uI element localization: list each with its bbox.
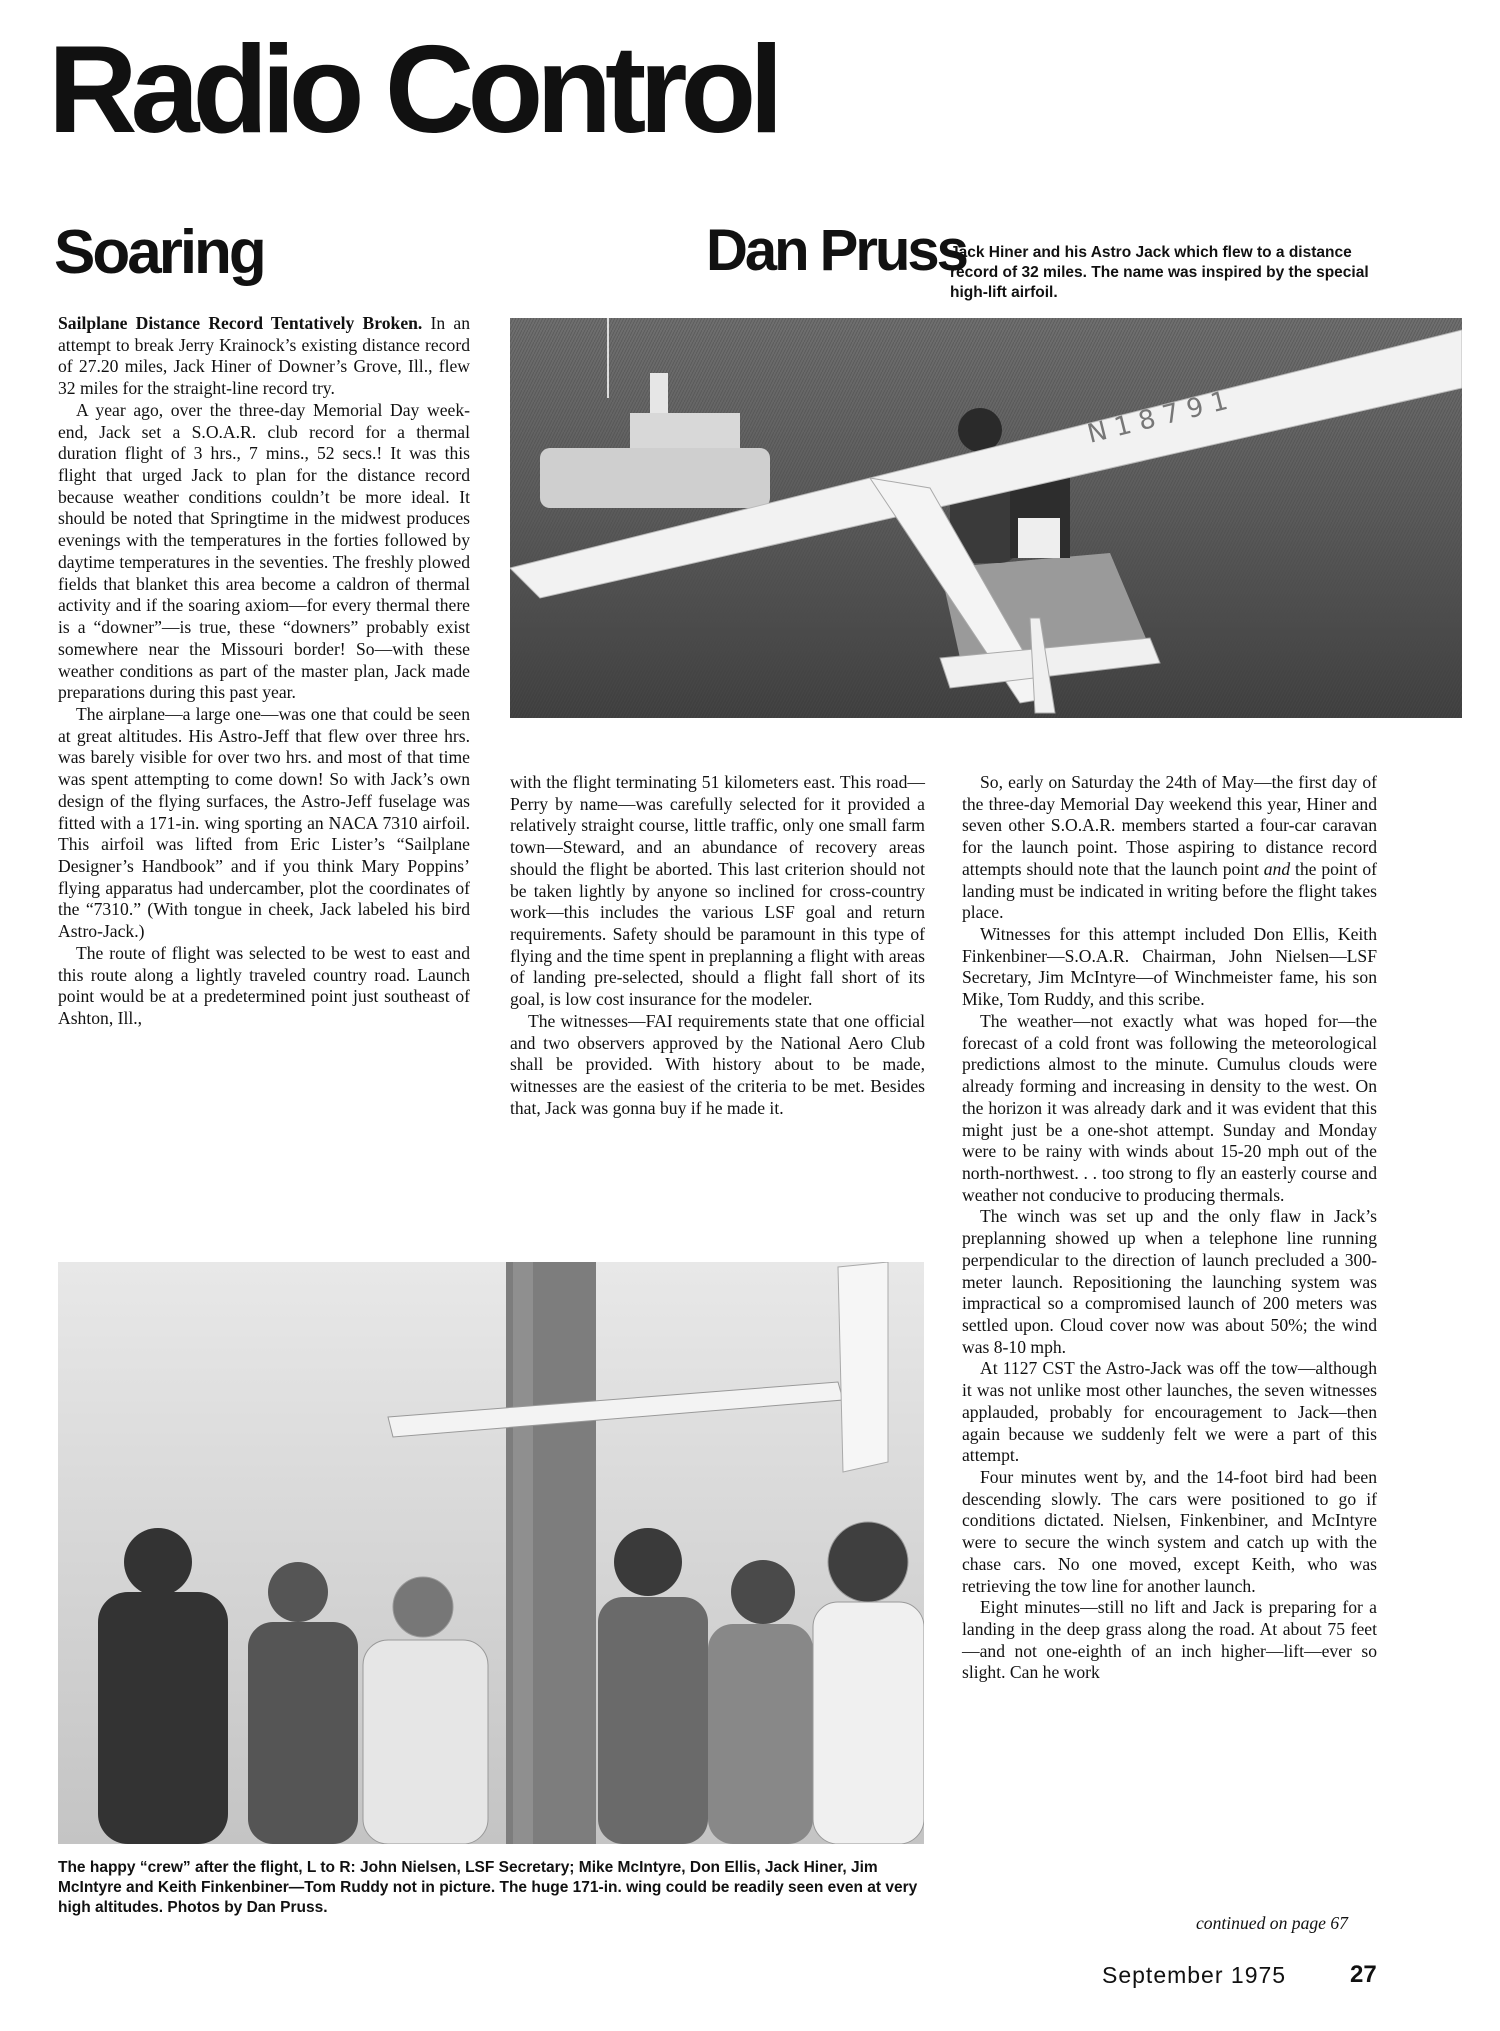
paragraph: The weather—not exactly what was hoped for—the forecast of a cold front was following the meteorological predictions almost to the minute. Cumulus clouds were already forming and increasing in density to the west. On the horizon it was already dark and it was evident that this might just be a one-shot attempt. Sunday and Monday were to be rainy with winds about 15-20 mph out of the north-northwest. . . too strong to fly an easterly course and weather not conducive to producing thermals.: [962, 1010, 1377, 1205]
paragraph: The winch was set up and the only flaw in Jack’s preplanning showed up when a telephone line running perpendicular to the direction of launch precluded a 300-meter launch. Repositioning the launching system was impractical so a compromised launch of 200 meters was settled upon. Cloud cover now was about 50%; the wind was 8-10 mph.: [962, 1206, 1377, 1357]
article-column-1: [58, 313, 470, 1030]
issue-date: September 1975: [1102, 1962, 1287, 1988]
section-title: Radio Control: [48, 21, 777, 159]
continued-note: continued on page 67: [1196, 1913, 1348, 1933]
paragraph-text: the point of landing must be indicated in writing before the flight takes place.: [962, 858, 1377, 923]
wing-registration: N 1 8 7 9 1: [1084, 385, 1231, 450]
glider-photo-illustration: [510, 318, 1462, 718]
crew-photo: [58, 1262, 924, 1844]
paragraph: The witnesses—FAI requirements state that one official and two observers approved by the National Aero Club shall be provided. With history about to be made, witnesses are the easiest of the criteria to be met. Besides that, Jack was gonna buy if he made it.: [510, 1010, 925, 1118]
page-number: 27: [1350, 1961, 1377, 1988]
paragraph: [962, 772, 1377, 924]
column-title: Soaring: [54, 218, 264, 287]
crew-photo-illustration: [58, 1262, 924, 1844]
photo1-caption: Jack Hiner and his Astro Jack which flew to a distance record of 32 miles. The name was inspired by the special high-lift airfoil.: [950, 244, 1369, 301]
paragraph: Witnesses for this attempt included Don Ellis, Keith Finkenbiner—S.O.A.R. Chairman, John Nielsen—LSF Secretary, Jim McIntyre—of Winchmeister fame, his son Mike, Tom Ruddy, and this scribe.: [962, 924, 1377, 1010]
paragraph: Four minutes went by, and the 14-foot bird had been descending slowly. The cars were positioned to go if conditions dictated. Nielsen, Finkenbiner, and McIntyre were to secure the winch system and catch up with the chase cars. No one moved, except Keith, who was retrieving the tow line for another launch.: [962, 1467, 1377, 1596]
paragraph: At 1127 CST the Astro-Jack was off the tow—although it was not unlike most other launches, the seven witnesses applauded, probably for encouragement to Jack—then again because we suddenly felt we were a part of this attempt.: [962, 1358, 1377, 1466]
paragraph: with the flight terminating 51 kilometers east. This road—Perry by name—was carefully selected for it provided a relatively straight course, little traffic, only one small farm town—Steward, and an abundance of recovery areas should the flight be aborted. This last criterion should not be taken lightly by anyone so inclined for cross-country work—this includes the various LSF goal and return requirements. Safety should be paramount in this type of flying and the time spent in preplanning a flight with areas of landing pre-selected, should a flight fall short of its goal, is low cost insurance for the modeler.: [510, 772, 925, 1010]
paragraph-emphasis: and: [1263, 858, 1291, 879]
article-column-3: [962, 772, 1377, 1684]
photo2-caption: The happy “crew” after the flight, L to R: John Nielsen, LSF Secretary; Mike McIntyre, Don Ellis, Jack Hiner, Jim McIntyre and Keith Finkenbiner—Tom Ruddy not in picture. The huge 171-in. wing could be readily seen even at very high altitudes. Photos by Dan Pruss.: [58, 1859, 918, 1916]
paragraph: A year ago, over the three-day Memorial Day week-end, Jack set a S.O.A.R. club record for a thermal duration flight of 3 hrs., 7 mins., 52 secs.! It was this flight that urged Jack to plan for the distance record because weather conditions couldn’t be more ideal. It should be noted that Springtime in the midwest produces evenings with the temperatures in the forties followed by daytime temperatures in the seventies. The freshly plowed fields that blanket this area become a caldron of thermal activity and if the soaring axiom—for every thermal there is a “downer”—is true, these “downers” probably exist somewhere near the Missouri border! So—with these weather conditions as part of the master plan, Jack made preparations during this past year.: [58, 399, 470, 703]
lead-heading: Sailplane Distance Record Tentatively Broken.: [58, 313, 423, 333]
author-name: Dan Pruss: [706, 218, 966, 283]
paragraph: The airplane—a large one—was one that could be seen at great altitudes. His Astro-Jeff that flew over three hrs. was barely visible for over two hrs. and most of that time was spent attempting to come down! So with Jack’s own design of the flying surfaces, the Astro-Jeff fuselage was fitted with a 171-in. wing sporting an NACA 7310 airfoil. This airfoil was lifted from Eric Lister’s “Sailplane Designer’s Handbook” and if you think Mary Poppins’ flying apparatus had undercamber, plot the coordinates of the “7310.” (With tongue in cheek, Jack labeled his bird Astro-Jack.): [58, 703, 470, 942]
glider-photo: [510, 318, 1462, 718]
article-column-2: [510, 772, 925, 1120]
paragraph-text: So, early on Saturday the 24th of May—the first day of the three-day Memorial Day weekend this year, Hiner and seven other S.O.A.R. members started a four-car caravan for the launch point. Those aspiring to distance record attempts should note that the launch point: [962, 772, 1377, 879]
lead-text: In an attempt to break Jerry Krainock’s existing distance record of 27.20 miles, Jack Hiner of Downer’s Grove, Ill., flew 32 miles for the straight-line record try.: [58, 313, 470, 399]
paragraph: Eight minutes—still no lift and Jack is preparing for a landing in the deep grass along the road. At about 75 feet—and not one-eighth of an inch higher—lift—ever so slight. Can he work: [962, 1597, 1377, 1683]
paragraph: The route of flight was selected to be west to east and this route along a lightly traveled country road. Launch point would be at a predetermined point just southeast of Ashton, Ill.,: [58, 942, 470, 1028]
lead-paragraph: [58, 313, 470, 400]
